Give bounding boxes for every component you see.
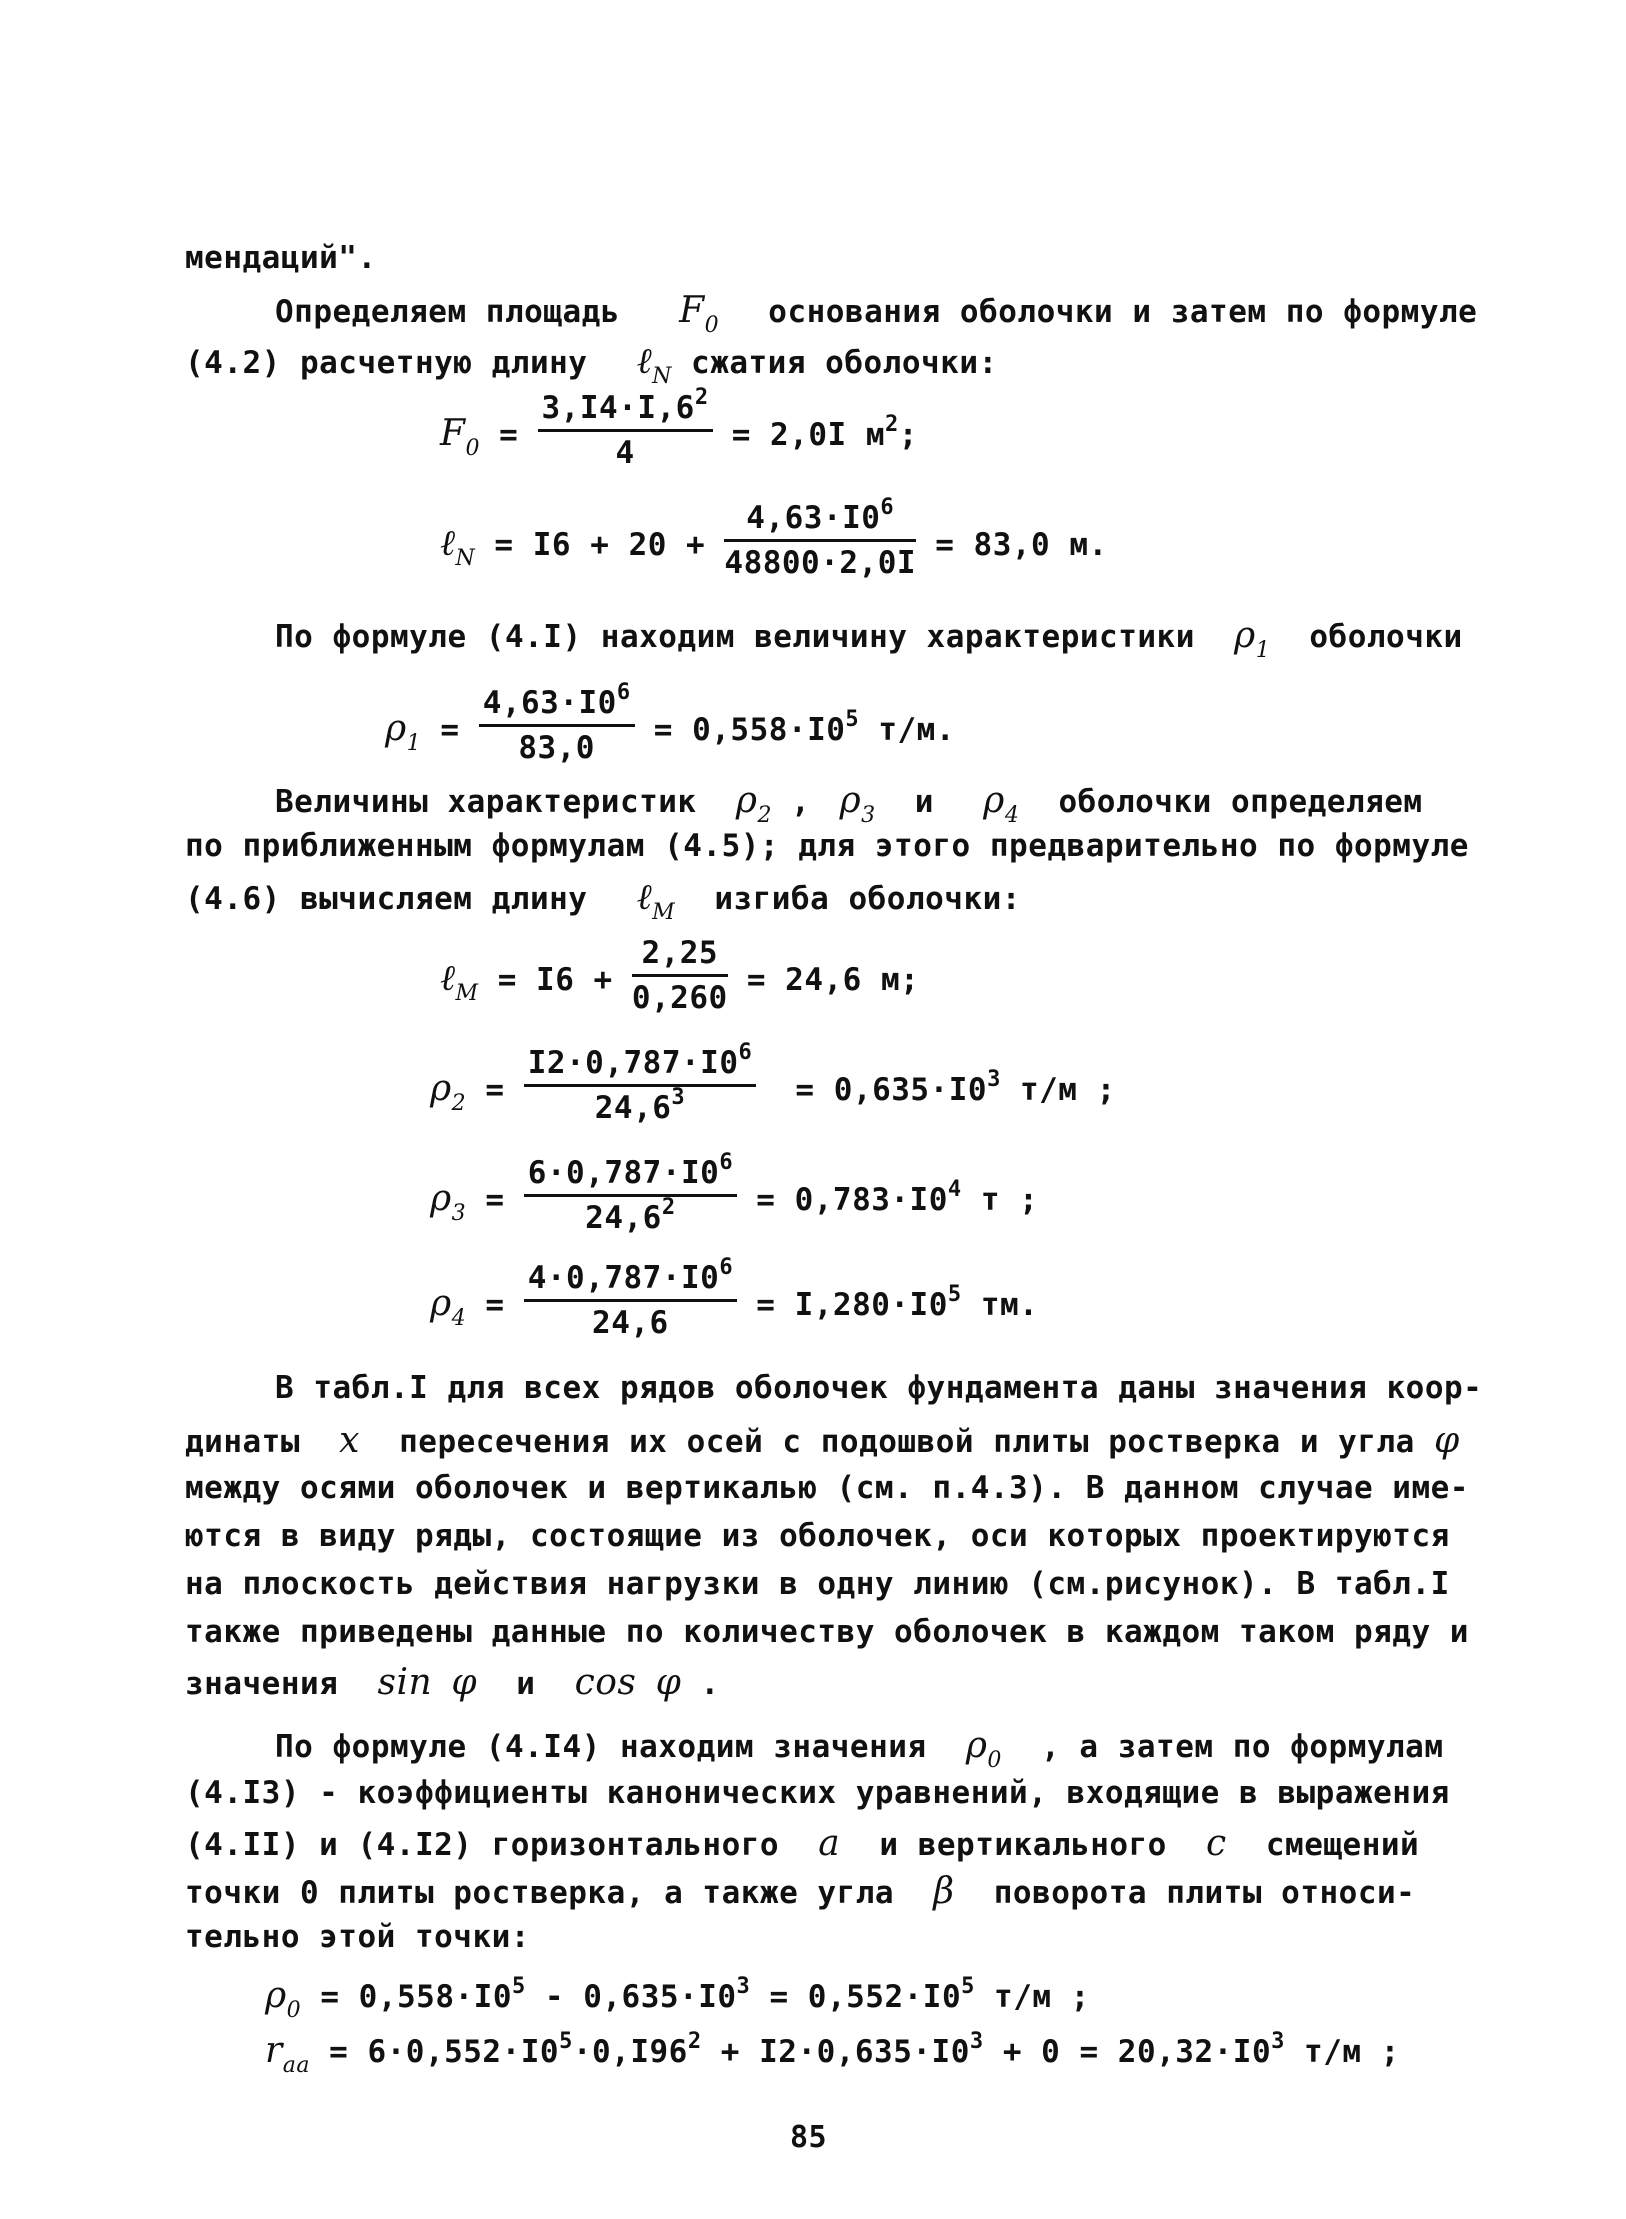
text-line: (4.2) расчетную длину ℓ$_N$ сжатия оболочки: bbox=[185, 341, 998, 389]
text-line: ются в виду ряды, состоящие из оболочек, оси которых проектируются bbox=[185, 1518, 1450, 1554]
text-line: По формуле (4.I4) находим значения $\rho_0$ , а затем по формулам bbox=[275, 1725, 1444, 1773]
text-line: (4.II) и (4.I2) горизонтального a и вертикального c смещений bbox=[185, 1823, 1420, 1864]
text-line: (4.I3) - коэффициенты канонических уравнений, входящие в выражения bbox=[185, 1775, 1450, 1811]
formula-rho2: $\rho_2$ = $\frac{I2\cdot 0,787\cdot I0^6}{24,6^3}$ = $0,635\cdot I0^3$ т/м ; bbox=[430, 1040, 1116, 1126]
text-line: значения sin φ и cos φ . bbox=[185, 1662, 720, 1703]
formula-rho1: $\rho_1$ = $\frac{4,63\cdot I0^6}{83,0}$ = $0,558\cdot I0^5$ т/м. bbox=[385, 680, 955, 766]
page-number: 85 bbox=[790, 2120, 828, 2155]
formula-rho0: $\rho_0 = 0,558\cdot I0^5 - 0,635\cdot I0^3 = 0,552\cdot I0^5$ т/м ; bbox=[265, 1974, 1090, 2023]
text-line: по приближенным формулам (4.5); для этого предварительно по формуле bbox=[185, 828, 1469, 864]
text-line: В табл.I для всех рядов оболочек фундамента даны значения коор- bbox=[275, 1370, 1483, 1406]
text-line: также приведены данные по количеству оболочек в каждом таком ряду и bbox=[185, 1614, 1469, 1650]
formula-rho3: $\rho_3$ = $\frac{6\cdot 0,787\cdot I0^6}{24,6^2}$ = $0,783\cdot I0^4$ т ; bbox=[430, 1150, 1039, 1236]
text-line: (4.6) вычисляем длину ℓ$_M$ изгиба оболочки: bbox=[185, 877, 1021, 925]
text-line: между осями оболочек и вертикалью (см. п.4.3). В данном случае име- bbox=[185, 1470, 1469, 1506]
text-line: По формуле (4.I) находим величину характеристики $\rho_1$ оболочки bbox=[275, 615, 1463, 663]
symbol-F0: $F_0$ bbox=[679, 290, 720, 338]
formula-raa: $r_{aa} = 6\cdot 0,552\cdot I0^5\cdot 0,I96^2 + I2\cdot 0,635\cdot I0^3 + 0 = 20,32\cdot I0^3$ т/м ; bbox=[265, 2029, 1400, 2078]
text-line: точки 0 плиты ростверка, а также угла β поворота плиты относи- bbox=[185, 1871, 1416, 1912]
formula-F0: $F_0$ = $\frac{3,I4\cdot I,6^2}{4}$ = 2,0I $м^2$; bbox=[440, 385, 918, 471]
text-line: мендаций". bbox=[185, 240, 377, 276]
text-line: Определяем площадь $F_0$ основания оболочки и затем по формуле bbox=[275, 290, 1478, 338]
text-line: динаты x пересечения их осей с подошвой плиты ростверка и угла φ bbox=[185, 1420, 1460, 1461]
formula-lM: ℓ$_M$ = I6 + $\frac{2,25}{0,260}$ = 24,6 м; bbox=[440, 935, 920, 1016]
formula-lN: ℓ$_N$ = I6 + 20 + $\frac{4,63\cdot I0^6}{48800\cdot 2,0I}$ = 83,0 м. bbox=[440, 495, 1108, 581]
text-line: Величины характеристик $\rho_2$ , $\rho_3$ и $\rho_4$ оболочки определяем bbox=[275, 780, 1423, 828]
symbol-lN: ℓ$_N$ bbox=[636, 341, 672, 389]
formula-rho4: $\rho_4$ = $\frac{4\cdot 0,787\cdot I0^6}{24,6}$ = $I,280\cdot I0^5$ тм. bbox=[430, 1255, 1039, 1341]
text-line: тельно этой точки: bbox=[185, 1919, 530, 1955]
text-line: на плоскость действия нагрузки в одну линию (см.рисунок). В табл.I bbox=[185, 1566, 1450, 1602]
